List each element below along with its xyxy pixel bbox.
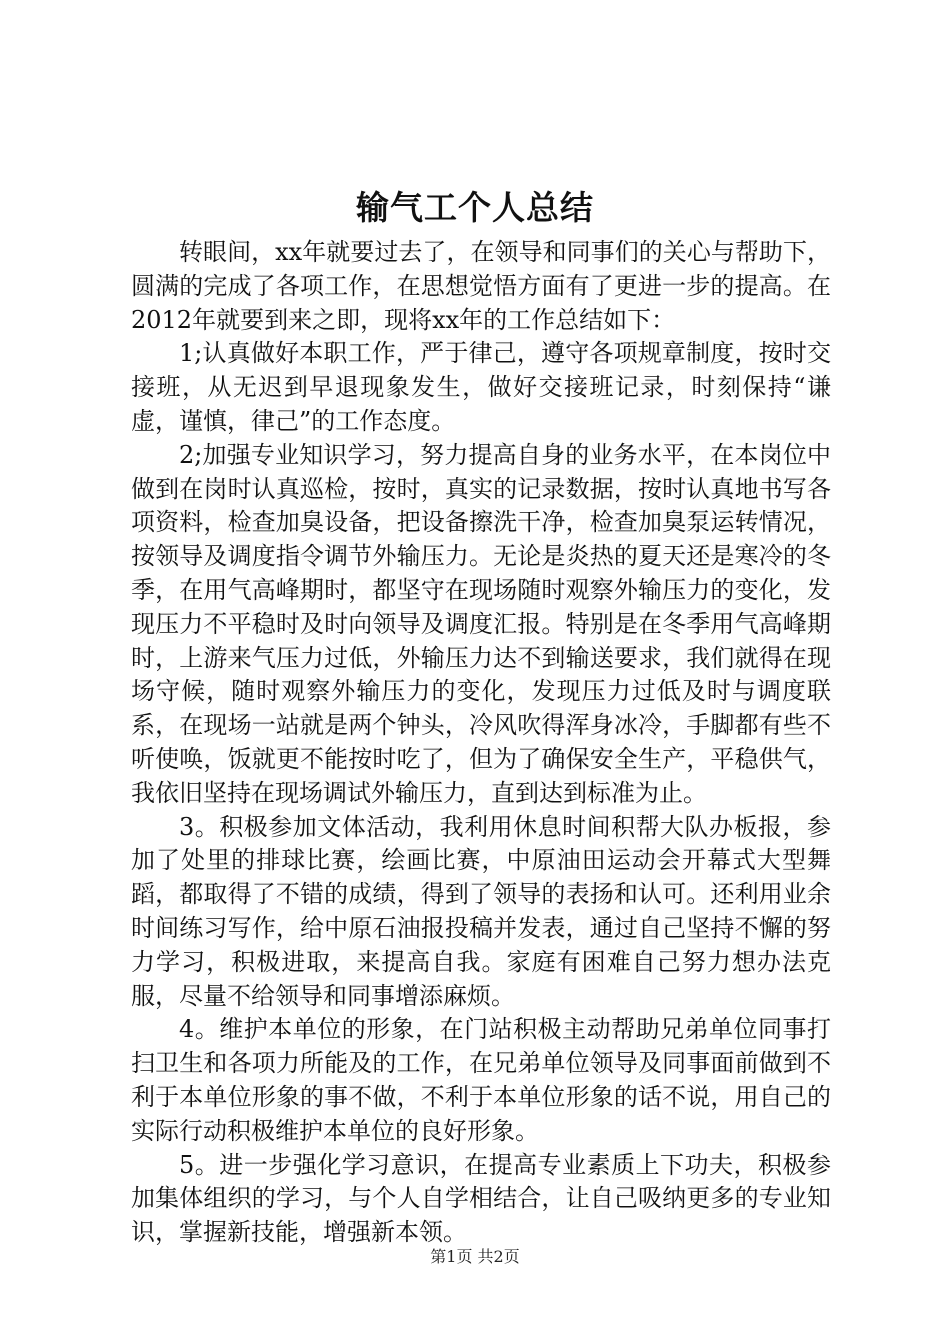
paragraph-item-5: 5。进一步强化学习意识，在提高专业素质上下功夫，积极参加集体组织的学习，与个人自学相结合，让自己吸纳更多的专业知识，掌握新技能，增强新本领。: [131, 1150, 831, 1247]
paragraph-intro: 转眼间，xx年就要过去了，在领导和同事们的关心与帮助下，圆满的完成了各项工作，在思想觉悟方面有了更进一步的提高。在2012年就要到来之即，现将xx年的工作总结如下：: [131, 238, 831, 334]
paragraph-item-1: 1;认真做好本职工作，严于律己，遵守各项规章制度，按时交接班，从无迟到早退现象发生，做好交接班记录，时刻保持“谦虚，谨慎，律己”的工作态度。: [131, 339, 831, 435]
document-body: [131, 236, 831, 1250]
document-title: 输气工个人总结: [356, 188, 594, 227]
paragraph-item-2: 2;加强专业知识学习，努力提高自身的业务水平，在本岗位中做到在岗时认真巡检，按时，真实的记录数据，按时认真地书写各项资料，检查加臭设备，把设备擦洗干净，检查加臭泵运转情况，按领导及调度指令调节外输压力。无论是炎热的夏天还是寒冷的冬季，在用气高峰期时，都坚守在现场随时观察外输压力的变化，发现压力不平稳时及时向领导及调度汇报。特别是在冬季用气高峰期时，上游来气压力过低，外输压力达不到输送要求，我们就得在现场守候，随时观察外输压力的变化，发现压力过低及时与调度联系，在现场一站就是两个钟头，冷风吹得浑身冰冷，手脚都有些不听使唤，饭就更不能按时吃了，但为了确保安全生产，平稳供气，我依旧坚持在现场调试外输压力，直到达到标准为止。: [131, 440, 831, 807]
paragraph-item-3: 3。积极参加文体活动，我利用休息时间积帮大队办板报，参加了处里的排球比赛，绘画比赛，中原油田运动会开幕式大型舞蹈，都取得了不错的成绩，得到了领导的表扬和认可。还利用业余时间练习写作，给中原石油报投稿并发表，通过自己坚持不懈的努力学习，积极进取，来提高自我。家庭有困难自己努力想办法克服，尽量不给领导和同事增添麻烦。: [131, 812, 831, 1010]
paragraph-item-4: 4。维护本单位的形象，在门站积极主动帮助兄弟单位同事打扫卫生和各项力所能及的工作，在兄弟单位领导及同事面前做到不利于本单位形象的事不做，不利于本单位形象的话不说，用自己的实际行动积极维护本单位的良好形象。: [131, 1015, 831, 1145]
page-footer: 第1页 共2页: [430, 1247, 520, 1266]
